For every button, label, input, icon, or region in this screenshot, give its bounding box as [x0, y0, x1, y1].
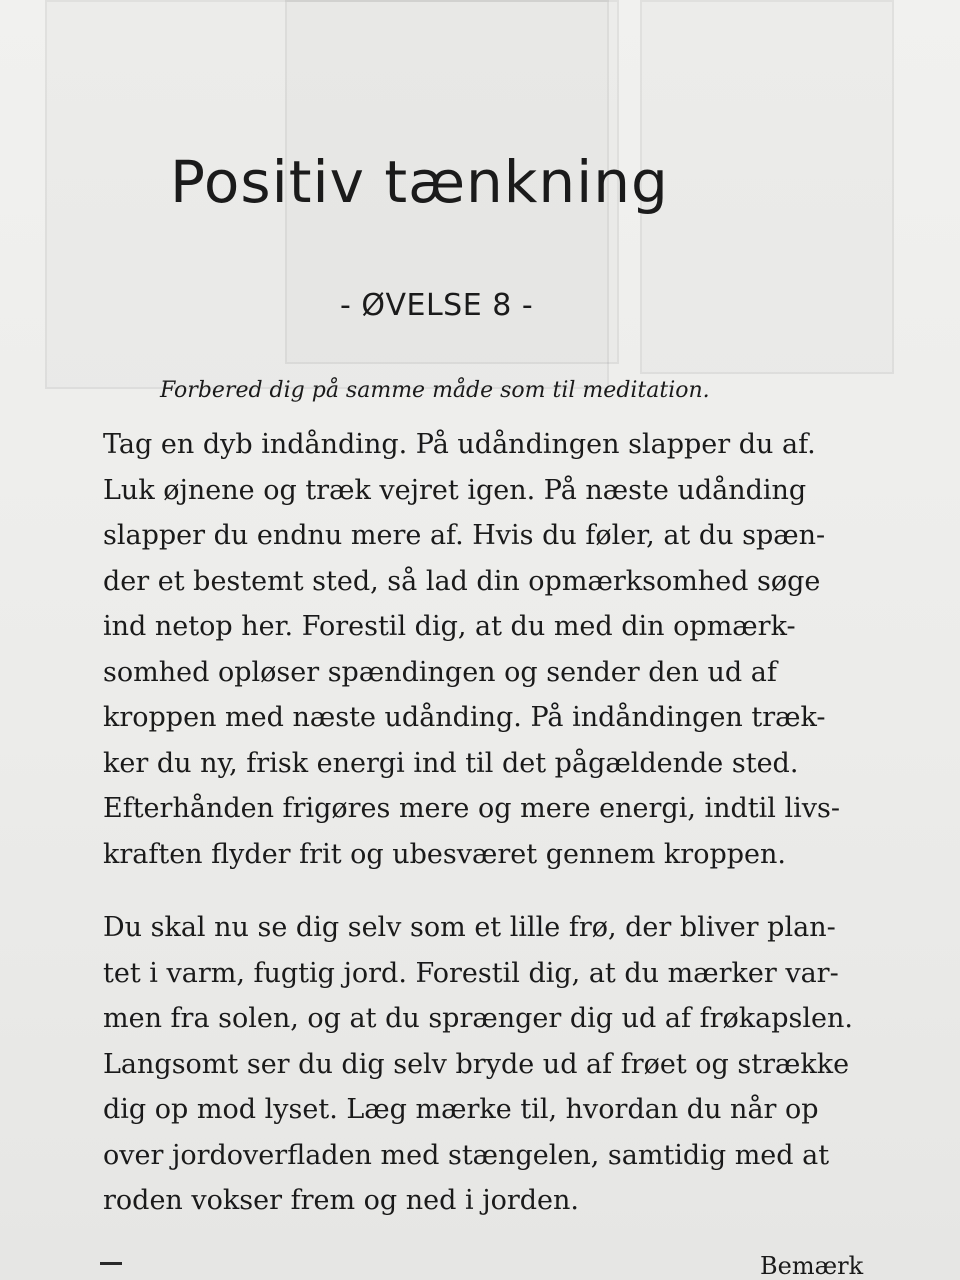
- text-line: tet i varm, fugtig jord. Forestil dig, at du mærker var-: [103, 957, 839, 989]
- text-line: Du skal nu se dig selv som et lille frø, der bliver plan-: [103, 912, 836, 943]
- text-line: Luk øjnene og træk vejret igen. På næste udånding: [103, 474, 807, 506]
- paragraph-1: [103, 422, 848, 877]
- text-line: over jordoverfladen med stængelen, samtidig med at: [103, 1139, 830, 1171]
- text-line: Langsomt ser du dig selv bryde ud af frøet og strække: [103, 1048, 850, 1080]
- intro-line: Forbered dig på samme måde som til meditation.: [160, 378, 710, 403]
- text-line: dig op mod lyset. Læg mærke til, hvordan du når op: [103, 1094, 819, 1125]
- text-line: Efterhånden frigøres mere og mere energi, indtil livs-: [103, 793, 841, 824]
- chapter-title: Positiv tænkning: [170, 148, 669, 216]
- cut-off-footer-word: Bemærk: [760, 1252, 864, 1280]
- text-line: somhed opløser spændingen og sender den ud af: [103, 656, 777, 688]
- text-line: ind netop her. Forestil dig, at du med din opmærk-: [103, 611, 796, 642]
- text-line: slapper du endnu mere af. Hvis du føler, at du spæn-: [103, 520, 826, 551]
- text-line: men fra solen, og at du sprænger dig ud af frøkapslen.: [103, 1003, 853, 1034]
- text-line: kraften flyder frit og ubesværet gennem kroppen.: [103, 838, 786, 870]
- bleed-through-shadow: [640, 0, 894, 374]
- text-line: roden vokser frem og ned i jorden.: [103, 1185, 579, 1216]
- cut-off-text-fragment: [100, 1262, 122, 1279]
- text-line: ker du ny, frisk energi ind til det pågældende sted.: [103, 747, 799, 779]
- paragraph-2: [103, 905, 853, 1224]
- text-line: kroppen med næste udånding. På indåndingen træk-: [103, 702, 826, 733]
- exercise-heading: - ØVELSE 8 -: [340, 288, 534, 323]
- text-line: der et bestemt sted, så lad din opmærksomhed søge: [103, 565, 821, 597]
- text-line: Tag en dyb indånding. På udåndingen slapper du af.: [103, 429, 816, 460]
